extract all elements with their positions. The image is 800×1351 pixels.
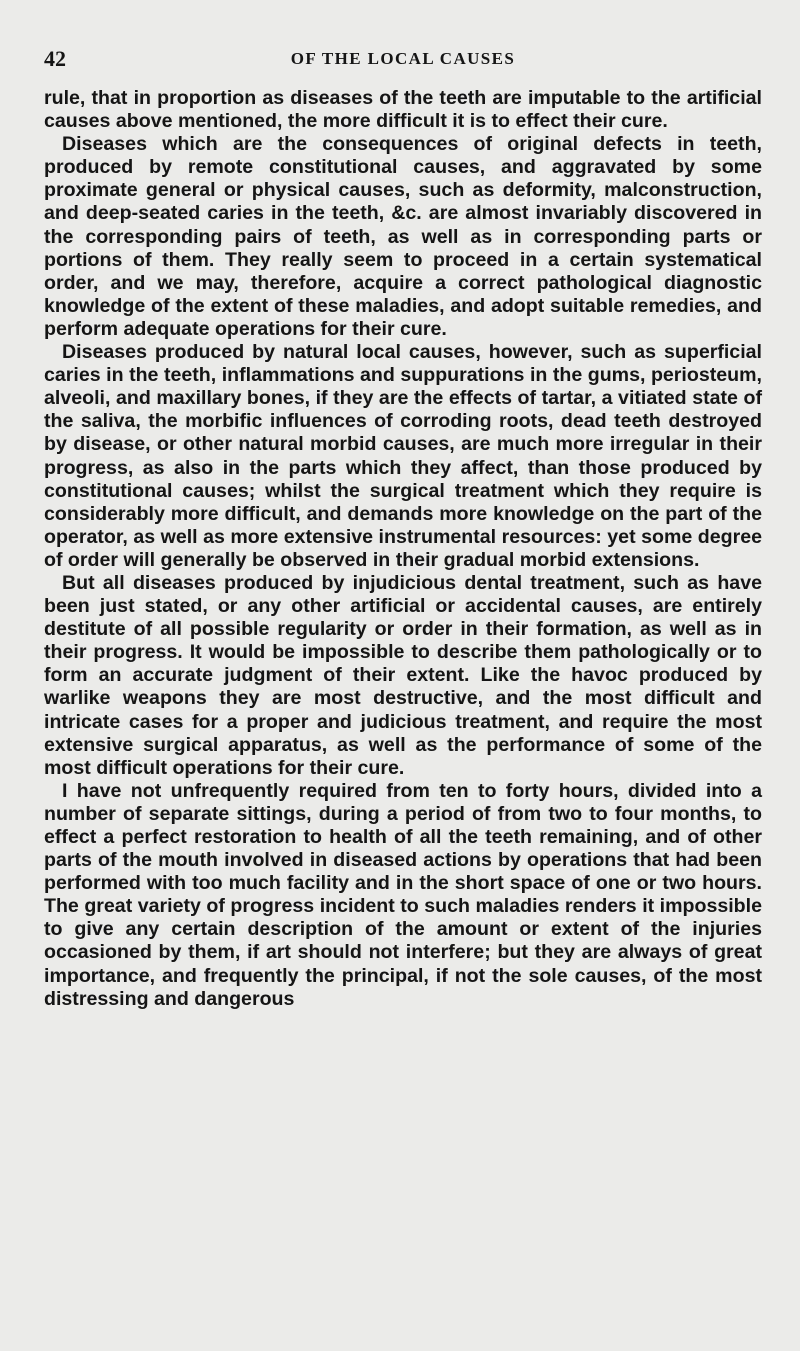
paragraph-continued: rule, that in proportion as diseases of the teeth are imputable to the artificial causes above mentioned, the more difficult it is to effect their cure.: [44, 87, 762, 133]
paragraph-natural-local-causes: Diseases produced by natural local causes, however, such as superficial caries in the teeth, inflammations and suppurations in the gums, periosteum, alveoli, and maxillary bones, if they are the effects of tartar, a vitiated state of the saliva, the morbific influences of corroding roots, dead teeth destroyed by disease, or other natural morbid causes, are much more irregular in their progress, as also in the parts which they affect, than those produced by constitutional causes; whilst the surgical treatment which they require is considerably more difficult, and demands more knowledge on the part of the operator, as well as more extensive instrumental resources: yet some degree of order will generally be observed in their gradual morbid extensions.: [44, 341, 762, 571]
page-number: 42: [44, 46, 66, 71]
paragraph-original-defects: Diseases which are the consequences of original defects in teeth, produced by remote constitutional causes, and aggravated by some proximate general or physical causes, such as deformity, malconstruction, and deep-seated caries in the teeth, &c. are almost invariably discovered in the corresponding pairs of teeth, as well as in corresponding parts or portions of them. They really seem to proceed in a certain systematical order, and we may, therefore, acquire a correct pathological diagnostic knowledge of the extent of these maladies, and adopt suitable remedies, and perform adequate operations for their cure.: [44, 133, 762, 340]
paragraph-injudicious-treatment: But all diseases produced by injudicious dental treatment, such as have been just stated, or any other artificial or accidental causes, are entirely destitute of all possible regularity or order in their formation, as well as in their progress. It would be impossible to describe them pathologically or to form an accurate judgment of their extent. Like the havoc produced by warlike weapons they are most destructive, and the most difficult and intricate cases for a proper and judicious treatment, and require the most extensive surgical apparatus, as well as the performance of some of the most difficult operations for their cure.: [44, 571, 762, 779]
running-title: OF THE LOCAL CAUSES: [290, 49, 516, 68]
paragraph-restoration-hours: I have not unfrequently required from ten to forty hours, divided into a number of separate sittings, during a period of from two to four months, to effect a perfect restoration to health of all the teeth remaining, and of other parts of the mouth involved in diseased actions by operations that had been performed with too much facility and in the short space of one or two hours. The great variety of progress incident to such maladies renders it impossible to give any certain description of the amount or extent of the injuries occasioned by them, if art should not interfere; but they are always of great importance, and frequently the principal, if not the sole causes, of the most distressing and dangerous: [44, 779, 762, 1010]
body-text: [44, 87, 762, 1011]
page-header: [44, 44, 762, 74]
